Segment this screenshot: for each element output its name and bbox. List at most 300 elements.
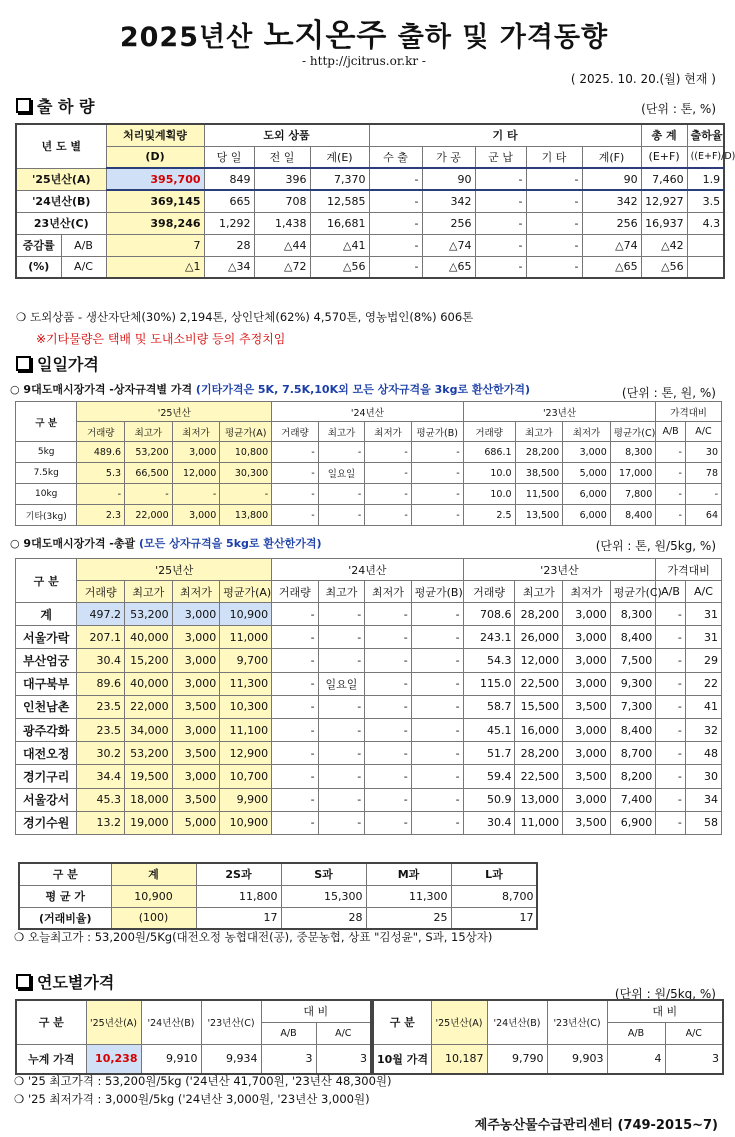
cell-t: 1,292 bbox=[204, 212, 254, 234]
cell-value: - bbox=[318, 811, 365, 834]
cell-g: △65 bbox=[422, 256, 475, 278]
yt-ac: A/C bbox=[316, 1022, 371, 1044]
yo-oct-label: 10월 가격 bbox=[373, 1044, 431, 1074]
cell-value: - bbox=[272, 788, 319, 811]
cell-value: - bbox=[656, 811, 686, 834]
table-row bbox=[16, 505, 722, 526]
yt-cum-ac: 3 bbox=[316, 1044, 371, 1074]
th-ac: A/C bbox=[685, 422, 721, 442]
cell-value: - bbox=[411, 484, 463, 505]
cell-value: - bbox=[411, 718, 463, 741]
grade-ratio-label: (거래비율) bbox=[19, 907, 111, 929]
th-ac: A/C bbox=[685, 581, 721, 603]
cell-a: - bbox=[475, 190, 526, 212]
cell-value: - bbox=[318, 765, 365, 788]
cell-value: - bbox=[365, 788, 412, 811]
row-year: '24년산(B) bbox=[16, 190, 106, 212]
cell-value: - bbox=[365, 505, 412, 526]
grade-col: 구 분 bbox=[19, 863, 111, 885]
th-cmp: 가격대비 bbox=[656, 402, 722, 422]
cell-x: - bbox=[369, 234, 422, 256]
cell-value: 2.3 bbox=[77, 505, 125, 526]
cell-value: - bbox=[411, 765, 463, 788]
cell-o: - bbox=[526, 212, 582, 234]
row-name: 인천남촌 bbox=[16, 695, 77, 718]
th-proc: 가 공 bbox=[422, 146, 475, 168]
cell-value: 59.4 bbox=[463, 765, 515, 788]
cell-value: - bbox=[411, 811, 463, 834]
cell-value: 66,500 bbox=[125, 463, 173, 484]
cell-value: 19,500 bbox=[124, 765, 172, 788]
cell-value: - bbox=[411, 672, 463, 695]
th-hi: 최고가 bbox=[318, 422, 365, 442]
th-rate: 출하율 bbox=[687, 124, 724, 146]
cell-value: - bbox=[365, 742, 412, 765]
cell-value: 13,800 bbox=[220, 505, 272, 526]
table-row bbox=[16, 626, 722, 649]
th-vol: 거래량 bbox=[77, 581, 125, 603]
grade-avg: 8,700 bbox=[451, 885, 537, 907]
cell-g: △74 bbox=[422, 234, 475, 256]
cell-a: - bbox=[475, 234, 526, 256]
yo-ac: A/C bbox=[665, 1022, 723, 1044]
th-vol: 거래량 bbox=[463, 581, 515, 603]
cell-value: 11,500 bbox=[515, 484, 563, 505]
cell-value: 3,500 bbox=[563, 765, 611, 788]
cell-value: - bbox=[272, 463, 319, 484]
cell-value: - bbox=[272, 649, 319, 672]
cell-value: 10,700 bbox=[220, 765, 272, 788]
th-y24: '24년산 bbox=[272, 402, 464, 422]
grade-ratio: 17 bbox=[451, 907, 537, 929]
row-name: 계 bbox=[16, 603, 77, 626]
cell-value: - bbox=[365, 672, 412, 695]
cell-d: △1 bbox=[106, 256, 204, 278]
cell-t: △34 bbox=[204, 256, 254, 278]
cell-a: - bbox=[475, 256, 526, 278]
cell-value: - bbox=[125, 484, 173, 505]
section-daily-title: 일일가격 bbox=[16, 352, 99, 375]
cell-value: 7,300 bbox=[610, 695, 656, 718]
cell-value: 207.1 bbox=[77, 626, 125, 649]
yo-y25: '25년산(A) bbox=[431, 1000, 487, 1044]
header-row bbox=[16, 422, 722, 442]
cell-value: 7,500 bbox=[610, 649, 656, 672]
row-name: 서울강서 bbox=[16, 788, 77, 811]
cell-value: 3,000 bbox=[172, 672, 220, 695]
cell-value: 38,500 bbox=[515, 463, 563, 484]
table-row bbox=[19, 907, 537, 929]
cell-value: - bbox=[77, 484, 125, 505]
yo-gubun: 구 분 bbox=[373, 1000, 431, 1044]
cell-value: 51.7 bbox=[463, 742, 515, 765]
cell-s: △42 bbox=[641, 234, 687, 256]
shipment-table bbox=[15, 123, 735, 279]
yt-y24: '24년산(B) bbox=[141, 1000, 201, 1044]
cell-value: 3,500 bbox=[172, 788, 220, 811]
cell-value: 26,000 bbox=[515, 626, 563, 649]
cell-p: △44 bbox=[254, 234, 310, 256]
th-prev: 전 일 bbox=[254, 146, 310, 168]
cell-d: 7 bbox=[106, 234, 204, 256]
cell-e: 12,585 bbox=[310, 190, 369, 212]
cell-value: 78 bbox=[685, 463, 721, 484]
square-bullet-icon bbox=[16, 98, 31, 113]
th-rate-formula: ((E+F)/D) bbox=[687, 146, 724, 168]
row-name: 7.5kg bbox=[16, 463, 77, 484]
cell-value: 19,000 bbox=[124, 811, 172, 834]
inc-key: A/C bbox=[61, 256, 106, 278]
yt-gubun: 구 분 bbox=[16, 1000, 86, 1044]
grade-ratio: 28 bbox=[281, 907, 366, 929]
section-shipment-title: 출 하 량 bbox=[16, 94, 95, 117]
header-row bbox=[16, 581, 722, 603]
table-row bbox=[16, 811, 722, 834]
grade-col: S과 bbox=[281, 863, 366, 885]
cell-value: 40,000 bbox=[124, 672, 172, 695]
cell-value: 13,500 bbox=[515, 505, 563, 526]
shipment-red-note: ※기타물량은 택배 및 도내소비량 등의 추정치임 bbox=[36, 332, 286, 346]
yearly-high-note: ❍ '25 최고가격 : 53,200원/5kg ('24년산 41,700원, '23년산 48,300원) bbox=[14, 1074, 392, 1088]
th-hi: 최고가 bbox=[125, 422, 173, 442]
th-avgB: 평균가(B) bbox=[411, 581, 463, 603]
cell-value: 28,200 bbox=[515, 442, 563, 463]
cell-value: 54.3 bbox=[463, 649, 515, 672]
th-vol: 거래량 bbox=[463, 422, 515, 442]
th-hi: 최고가 bbox=[515, 581, 563, 603]
cell-value: - bbox=[656, 463, 686, 484]
cell-value: - bbox=[411, 626, 463, 649]
cell-value: - bbox=[365, 695, 412, 718]
cell-value: 9,300 bbox=[610, 672, 656, 695]
cell-f: △65 bbox=[582, 256, 641, 278]
cell-value: - bbox=[411, 788, 463, 811]
cell-value: 8,300 bbox=[610, 442, 656, 463]
grade-avg: 10,900 bbox=[111, 885, 196, 907]
row-name: 기타(3kg) bbox=[16, 505, 77, 526]
size-price-table bbox=[15, 401, 722, 526]
yt-cmp: 대 비 bbox=[261, 1000, 371, 1022]
cell-value: 45.1 bbox=[463, 718, 515, 741]
yo-y24: '24년산(B) bbox=[487, 1000, 547, 1044]
cell-value: - bbox=[656, 484, 686, 505]
cell-value: 13.2 bbox=[77, 811, 125, 834]
cell-value: 8,300 bbox=[610, 603, 656, 626]
row-name: 경기수원 bbox=[16, 811, 77, 834]
cell-value: 10,900 bbox=[220, 811, 272, 834]
cell-value: 3,000 bbox=[172, 442, 220, 463]
cell-value: 6,000 bbox=[563, 484, 611, 505]
cell-value: 31 bbox=[685, 626, 721, 649]
yearly-cum-table bbox=[15, 999, 372, 1075]
cell-value: 일요일 bbox=[318, 463, 365, 484]
th-ab: A/B bbox=[656, 422, 686, 442]
cell-value: - bbox=[365, 765, 412, 788]
cell-value: - bbox=[656, 695, 686, 718]
cell-value: 15,500 bbox=[515, 695, 563, 718]
cell-g: 90 bbox=[422, 168, 475, 190]
table-row bbox=[16, 603, 722, 626]
cell-value: - bbox=[318, 788, 365, 811]
cell-value: - bbox=[272, 626, 319, 649]
grade-avg-label: 평 균 가 bbox=[19, 885, 111, 907]
cell-d bbox=[106, 168, 204, 190]
cell-value: 30,300 bbox=[220, 463, 272, 484]
cell-value: - bbox=[656, 603, 686, 626]
yo-cmp: 대 비 bbox=[607, 1000, 723, 1022]
cell-value: 22,500 bbox=[515, 765, 563, 788]
cell-r bbox=[687, 234, 724, 256]
cell-value: 5.3 bbox=[77, 463, 125, 484]
cell-value: 53,200 bbox=[125, 442, 173, 463]
yearly-low-note: ❍ '25 최저가격 : 3,000원/5kg ('24년산 3,000원, '23년산 3,000원) bbox=[14, 1092, 370, 1106]
cell-value: 9,900 bbox=[220, 788, 272, 811]
cell-value: - bbox=[365, 463, 412, 484]
cell-value: 9,700 bbox=[220, 649, 272, 672]
cell-value: 31 bbox=[685, 603, 721, 626]
cell-value: - bbox=[411, 742, 463, 765]
cell-value: 8,400 bbox=[610, 505, 656, 526]
cell-value: 3,000 bbox=[172, 505, 220, 526]
grade-col: 계 bbox=[111, 863, 196, 885]
cell-value: - bbox=[272, 765, 319, 788]
yearly-unit: (단위 : 원/5kg, %) bbox=[614, 987, 716, 1001]
cell-value: 3,000 bbox=[563, 442, 611, 463]
cell-value: 497.2 bbox=[77, 603, 125, 626]
cell-value: - bbox=[318, 649, 365, 672]
table-row bbox=[16, 234, 724, 256]
cell-t: 665 bbox=[204, 190, 254, 212]
cell-value: - bbox=[411, 505, 463, 526]
cell-value: 115.0 bbox=[463, 672, 515, 695]
report-date: ( 2025. 10. 20.(월) 현재 ) bbox=[570, 72, 716, 86]
footer-center: 제주농산물수급관리센터 (749-2015~7) bbox=[474, 1118, 718, 1133]
cell-e: 7,370 bbox=[310, 168, 369, 190]
cell-o: - bbox=[526, 168, 582, 190]
cell-d: 369,145 bbox=[106, 190, 204, 212]
market-price-table bbox=[15, 558, 722, 835]
th-vol: 거래량 bbox=[272, 581, 319, 603]
cell-value: 22,000 bbox=[124, 695, 172, 718]
cell-value: 11,000 bbox=[220, 626, 272, 649]
th-y23: '23년산 bbox=[463, 559, 656, 581]
cell-value: 28,200 bbox=[515, 603, 563, 626]
cell-value: - bbox=[272, 742, 319, 765]
cell-value: 34.4 bbox=[77, 765, 125, 788]
grade-ratio: (100) bbox=[111, 907, 196, 929]
table-row bbox=[16, 256, 724, 278]
yo-oct-b: 9,790 bbox=[487, 1044, 547, 1074]
cell-p: 1,438 bbox=[254, 212, 310, 234]
row-name: 경기구리 bbox=[16, 765, 77, 788]
cell-value: - bbox=[656, 788, 686, 811]
yt-cum-b: 9,910 bbox=[141, 1044, 201, 1074]
cell-value: 34,000 bbox=[124, 718, 172, 741]
cell-value: 8,700 bbox=[610, 742, 656, 765]
table-row bbox=[16, 765, 722, 788]
th-lo: 최저가 bbox=[172, 422, 220, 442]
th-plan: 처리및계획량 bbox=[106, 124, 204, 146]
grade-ratio: 17 bbox=[196, 907, 281, 929]
cell-value: 7,400 bbox=[610, 788, 656, 811]
cell-value: 50.9 bbox=[463, 788, 515, 811]
yt-cum-label: 누계 가격 bbox=[16, 1044, 86, 1074]
cell-value: 64 bbox=[685, 505, 721, 526]
th-avgB: 평균가(B) bbox=[411, 422, 463, 442]
cell-value: - bbox=[318, 603, 365, 626]
cell-value: 8,400 bbox=[610, 626, 656, 649]
cell-value: - bbox=[365, 484, 412, 505]
cell-value: 53,200 bbox=[124, 603, 172, 626]
table-row bbox=[16, 190, 724, 212]
grade-ratio: 25 bbox=[366, 907, 451, 929]
cell-value: - bbox=[365, 603, 412, 626]
cell-value: - bbox=[365, 626, 412, 649]
cell-value: 6,000 bbox=[563, 505, 611, 526]
cell-value: - bbox=[272, 811, 319, 834]
cell-value: - bbox=[272, 484, 319, 505]
table-row bbox=[16, 649, 722, 672]
cell-value: 3,500 bbox=[563, 811, 611, 834]
square-bullet-icon bbox=[16, 356, 31, 371]
cell-value: 10,800 bbox=[220, 442, 272, 463]
cell-r: 4.3 bbox=[687, 212, 724, 234]
cell-value: 11,000 bbox=[515, 811, 563, 834]
cell-value: 3,500 bbox=[172, 695, 220, 718]
th-y25: '25년산 bbox=[77, 559, 272, 581]
th-plan-d: (D) bbox=[106, 146, 204, 168]
cell-x: - bbox=[369, 212, 422, 234]
cell-value: - bbox=[411, 463, 463, 484]
th-lo: 최저가 bbox=[365, 581, 412, 603]
table-row bbox=[16, 463, 722, 484]
row-name: 광주각화 bbox=[16, 718, 77, 741]
yt-cum-a: 10,238 bbox=[86, 1044, 141, 1074]
cell-value: 30.4 bbox=[77, 649, 125, 672]
yo-oct-ab: 4 bbox=[607, 1044, 665, 1074]
cell-value: - bbox=[656, 505, 686, 526]
cell-value: 10.0 bbox=[463, 484, 515, 505]
cell-value: - bbox=[656, 718, 686, 741]
cell-value: 12,000 bbox=[515, 649, 563, 672]
cell-value: 45.3 bbox=[77, 788, 125, 811]
cell-value: 48 bbox=[685, 742, 721, 765]
cell-value: - bbox=[365, 649, 412, 672]
cell-value: 13,000 bbox=[515, 788, 563, 811]
header-row bbox=[16, 402, 722, 422]
table-row bbox=[16, 695, 722, 718]
cell-value: 3,000 bbox=[172, 626, 220, 649]
cell-value: - bbox=[220, 484, 272, 505]
cell-o: - bbox=[526, 256, 582, 278]
cell-f: 342 bbox=[582, 190, 641, 212]
cell-value: 15,200 bbox=[124, 649, 172, 672]
table-row bbox=[16, 672, 722, 695]
cell-value: 2.5 bbox=[463, 505, 515, 526]
row-name: 5kg bbox=[16, 442, 77, 463]
th-gubun: 구 분 bbox=[16, 402, 77, 442]
yearly-oct-table bbox=[372, 999, 724, 1075]
cell-value: - bbox=[656, 626, 686, 649]
site-url[interactable]: - http://jcitrus.or.kr - bbox=[302, 54, 426, 68]
cell-s: 16,937 bbox=[641, 212, 687, 234]
inc-key: A/B bbox=[61, 234, 106, 256]
table-row bbox=[16, 442, 722, 463]
th-outside: 도외 상품 bbox=[204, 124, 369, 146]
cell-value: - bbox=[411, 603, 463, 626]
cell-value: 686.1 bbox=[463, 442, 515, 463]
cell-value: 5,000 bbox=[563, 463, 611, 484]
yt-cum-ab: 3 bbox=[261, 1044, 316, 1074]
cell-value: 12,000 bbox=[172, 463, 220, 484]
header-row bbox=[16, 559, 722, 581]
cell-x: - bbox=[369, 168, 422, 190]
cell-s: △56 bbox=[641, 256, 687, 278]
th-hi: 최고가 bbox=[318, 581, 365, 603]
cell-value: - bbox=[318, 484, 365, 505]
cell-value: 708.6 bbox=[463, 603, 515, 626]
grade-col: 2S과 bbox=[196, 863, 281, 885]
cell-value: 29 bbox=[685, 649, 721, 672]
cell-value: 32 bbox=[685, 718, 721, 741]
cell-value: 10,900 bbox=[220, 603, 272, 626]
table-row bbox=[16, 788, 722, 811]
cell-f: 256 bbox=[582, 212, 641, 234]
cell-value: 58.7 bbox=[463, 695, 515, 718]
cell-value: 3,000 bbox=[563, 626, 611, 649]
daily-size-caption: ○ 9대도매시장가격 -상자규격별 가격 (기타가격은 5K, 7.5K,10K외 모든 상자규격을 3kg로 환산한가격) bbox=[10, 383, 531, 396]
cell-value: 10,300 bbox=[220, 695, 272, 718]
daily-total-caption: ○ 9대도매시장가격 -총괄 (모든 상자규격을 5kg로 환산한가격) bbox=[10, 537, 322, 550]
th-lo: 최저가 bbox=[365, 422, 412, 442]
cell-value: 17,000 bbox=[610, 463, 656, 484]
cell-value: 3,000 bbox=[172, 603, 220, 626]
yo-oct-ac: 3 bbox=[665, 1044, 723, 1074]
cell-o: - bbox=[526, 234, 582, 256]
cell-value: 489.6 bbox=[77, 442, 125, 463]
daily-size-unit: (단위 : 톤, 원, %) bbox=[621, 386, 716, 400]
yt-y23: '23년산(C) bbox=[201, 1000, 261, 1044]
cell-value: 5,000 bbox=[172, 811, 220, 834]
cell-value: - bbox=[318, 626, 365, 649]
th-etc: 기 타 bbox=[526, 146, 582, 168]
grade-avg: 15,300 bbox=[281, 885, 366, 907]
cell-value: - bbox=[656, 765, 686, 788]
th-lo: 최저가 bbox=[563, 422, 611, 442]
cell-value: 8,400 bbox=[610, 718, 656, 741]
cell-value: 3,000 bbox=[563, 603, 611, 626]
table-row bbox=[16, 212, 724, 234]
cell-value: 3,000 bbox=[172, 765, 220, 788]
cell-value: 58 bbox=[685, 811, 721, 834]
th-total-ef: (E+F) bbox=[641, 146, 687, 168]
cell-value: 22,500 bbox=[515, 672, 563, 695]
cell-r: 3.5 bbox=[687, 190, 724, 212]
cell-value: 7,800 bbox=[610, 484, 656, 505]
th-vol: 거래량 bbox=[272, 422, 319, 442]
value-highlight: 395,700 bbox=[150, 172, 201, 186]
yt-ab: A/B bbox=[261, 1022, 316, 1044]
cell-value: 3,000 bbox=[172, 718, 220, 741]
grade-avg: 11,300 bbox=[366, 885, 451, 907]
cell-value: 10.0 bbox=[463, 463, 515, 484]
cell-p: 396 bbox=[254, 168, 310, 190]
cell-value: 18,000 bbox=[124, 788, 172, 811]
cell-e: △41 bbox=[310, 234, 369, 256]
cell-x: - bbox=[369, 190, 422, 212]
cell-value: - bbox=[656, 742, 686, 765]
cell-value: 22,000 bbox=[125, 505, 173, 526]
